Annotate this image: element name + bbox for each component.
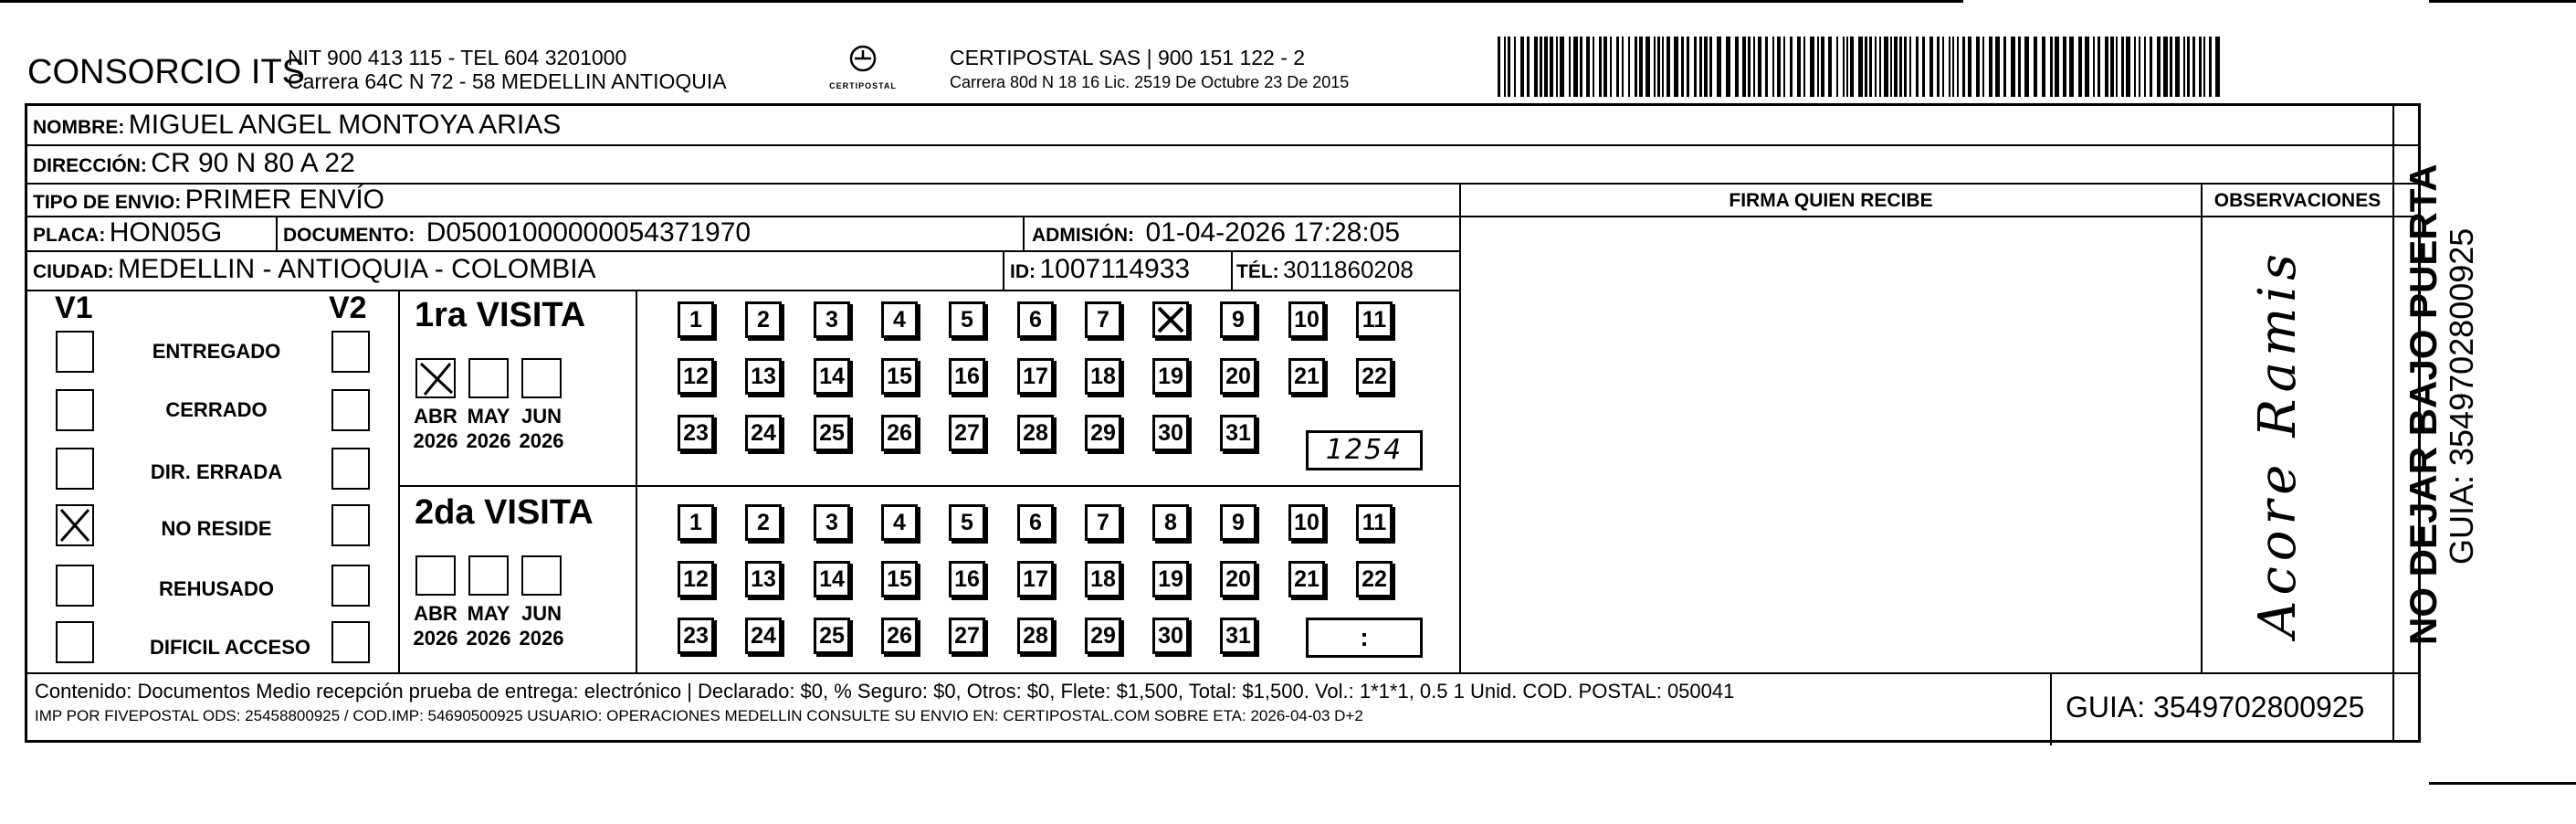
barcode-bar <box>1949 37 1950 97</box>
visit2-day-18[interactable]: 18 <box>1085 561 1121 597</box>
barcode-bar <box>1821 37 1824 97</box>
visit1-day-7[interactable]: 7 <box>1085 301 1121 338</box>
admision-value: 01-04-2026 17:28:05 <box>1145 217 1401 248</box>
visit2-day-25[interactable]: 25 <box>814 618 850 654</box>
v2-check-dificil-acceso[interactable] <box>331 621 370 663</box>
barcode-bar <box>1836 37 1838 97</box>
visit1-day-20[interactable]: 20 <box>1220 358 1256 395</box>
barcode-bar <box>1937 37 1940 97</box>
visit2-month-jun: JUN 2026 <box>519 602 564 650</box>
barcode-bar <box>1520 37 1524 97</box>
visit2-day-17[interactable]: 17 <box>1017 561 1054 597</box>
barcode-bar <box>1929 37 1933 97</box>
barcode-bar <box>1962 37 1965 97</box>
visit1-month-may-check[interactable] <box>468 358 509 398</box>
barcode-bar <box>1742 37 1746 97</box>
visit2-day-30[interactable]: 30 <box>1152 618 1189 654</box>
visit1-time-box[interactable] <box>1306 430 1423 470</box>
tel-label: TÉL: <box>1236 261 1279 282</box>
barcode-bar <box>2105 37 2108 97</box>
barcode-bar <box>1674 37 1678 97</box>
visit2-day-15[interactable]: 15 <box>881 561 918 597</box>
visit1-day-15[interactable]: 15 <box>881 358 918 395</box>
barcode-bar <box>1989 37 1992 97</box>
barcode-bar <box>1717 37 1721 97</box>
barcode-bar <box>1735 37 1739 97</box>
visit2-time-placeholder: : <box>1360 623 1369 651</box>
barcode-bar <box>1753 37 1755 97</box>
barcode-bar <box>2011 37 2015 97</box>
barcode-bar <box>2126 37 2130 97</box>
barcode-bar <box>1580 37 1582 97</box>
visit1-day-3[interactable]: 3 <box>814 301 850 338</box>
barcode-bar <box>2150 37 2152 97</box>
visit2-day-26[interactable]: 26 <box>881 618 918 654</box>
visit1-day-26[interactable]: 26 <box>881 415 918 451</box>
v2-check-rehusado[interactable] <box>331 565 370 607</box>
barcode-bar <box>1645 37 1650 97</box>
barcode-bar <box>1890 37 1892 97</box>
barcode-bar <box>1556 37 1558 97</box>
checked-x-icon <box>415 358 456 398</box>
visit2-day-2[interactable]: 2 <box>745 504 782 541</box>
barcode-bar <box>1726 37 1730 97</box>
status-dificil-acceso: DIFICIL ACCESO <box>149 636 310 659</box>
visit1-day-13[interactable]: 13 <box>745 358 782 395</box>
barcode-bar <box>1654 37 1656 97</box>
v1-check-entregado[interactable] <box>56 331 94 373</box>
status-rehusado: REHUSADO <box>159 577 274 600</box>
barcode-bar <box>1869 37 1872 97</box>
barcode-bar <box>1846 37 1848 97</box>
barcode-bar <box>1610 37 1612 97</box>
visit2-title: 2da VISITA <box>415 493 594 532</box>
sender-address: Carrera 64C N 72 - 58 MEDELLIN ANTIOQUIA <box>288 69 727 93</box>
visit1-day-10[interactable]: 10 <box>1288 301 1325 338</box>
ciudad-label: CIUDAD: <box>33 261 114 282</box>
barcode-bar <box>2093 37 2095 97</box>
barcode-bar <box>1810 37 1814 97</box>
visit1-day-6[interactable]: 6 <box>1017 301 1054 338</box>
observaciones-area[interactable] <box>2203 217 2391 671</box>
barcode-bar <box>1899 37 1902 97</box>
checked-x-icon <box>58 506 92 544</box>
visit2-day-31[interactable]: 31 <box>1220 618 1256 654</box>
documento-value: D05001000000054371970 <box>426 217 752 248</box>
barcode-bar <box>1875 37 1877 97</box>
visit2-day-7[interactable]: 7 <box>1085 504 1121 541</box>
tel-value: 3011860208 <box>1283 256 1414 283</box>
visit2-day-29[interactable]: 29 <box>1085 618 1121 654</box>
visit1-day-11[interactable]: 11 <box>1356 301 1393 338</box>
barcode-bar <box>1527 37 1530 97</box>
barcode-bar <box>2134 37 2136 97</box>
firma-header: FIRMA QUIEN RECIBE <box>1729 190 1933 211</box>
visit2-day-4[interactable]: 4 <box>881 504 918 541</box>
visit1-day-4[interactable]: 4 <box>881 301 918 338</box>
visit1-day-23[interactable]: 23 <box>678 415 714 451</box>
visit1-day-30[interactable]: 30 <box>1152 415 1189 451</box>
visit1-day-24[interactable]: 24 <box>745 415 782 451</box>
barcode-bar <box>1550 37 1553 97</box>
visit2-day-1[interactable]: 1 <box>678 504 714 541</box>
barcode-bar <box>1687 37 1689 97</box>
barcode-bar <box>2085 37 2089 97</box>
barcode-bar <box>2183 37 2185 97</box>
visit2-month-jun-check[interactable] <box>521 555 562 596</box>
visit2-day-19[interactable]: 19 <box>1152 561 1189 597</box>
v1-check-cerrado[interactable] <box>56 389 94 431</box>
barcode-bar <box>1514 37 1516 97</box>
visit1-month-abr-check[interactable] <box>415 358 456 398</box>
barcode-bar <box>1765 37 1768 97</box>
barcode-bar <box>2116 37 2118 97</box>
barcode-bar <box>1758 37 1761 97</box>
tipo-envio-label: TIPO DE ENVIO: <box>33 192 182 213</box>
barcode-bar <box>1879 37 1881 97</box>
barcode-bar <box>1560 37 1564 97</box>
visit1-day-14[interactable]: 14 <box>814 358 850 395</box>
barcode-bar <box>1628 37 1630 97</box>
placa-value: HON05G <box>109 217 223 248</box>
admision-label: ADMISIÓN: <box>1032 225 1134 246</box>
barcode-bar <box>2069 37 2074 97</box>
barcode-bar <box>1593 37 1594 97</box>
barcode-bar <box>1957 37 1959 97</box>
barcode-bar <box>1995 37 2000 97</box>
visit1-day-17[interactable]: 17 <box>1017 358 1054 395</box>
barcode-bar <box>1942 37 1944 97</box>
v1-check-dificil-acceso[interactable] <box>56 621 94 663</box>
visit1-day-27[interactable]: 27 <box>949 415 985 451</box>
visit1-day-16[interactable]: 16 <box>949 358 985 395</box>
visit2-day-21[interactable]: 21 <box>1288 561 1325 597</box>
visit2-day-22[interactable]: 22 <box>1356 561 1393 597</box>
postal-logo-text: CERTIPOSTAL <box>829 81 897 90</box>
barcode-bar <box>2215 37 2220 97</box>
status-cerrado: CERRADO <box>165 398 268 421</box>
barcode-bar <box>1858 37 1863 97</box>
visit1-title: 1ra VISITA <box>415 296 586 334</box>
visit2-time-box[interactable] <box>1306 618 1423 658</box>
barcode-bar <box>1916 37 1919 97</box>
barcode-bar <box>2203 37 2205 97</box>
barcode-bar <box>2209 37 2212 97</box>
shipping-form <box>25 103 2445 743</box>
visit1-day-5[interactable]: 5 <box>949 301 985 338</box>
checked-x-icon <box>1155 304 1186 335</box>
barcode-bar <box>1694 37 1697 97</box>
observacion-handwritten: Acore Ramis <box>2248 248 2308 638</box>
visit2-day-6[interactable]: 6 <box>1017 504 1054 541</box>
visit1-day-21[interactable]: 21 <box>1288 358 1325 395</box>
barcode-bar <box>1904 37 1907 97</box>
footer-guia: GUIA: 3549702800925 <box>2066 691 2365 724</box>
visit1-day-31[interactable]: 31 <box>1220 415 1256 451</box>
visit2-month-abr: ABR 2026 <box>413 602 458 650</box>
barcode-bar <box>1662 37 1664 97</box>
barcode-bar <box>1699 37 1702 97</box>
visit1-day-18[interactable]: 18 <box>1085 358 1121 395</box>
barcode-bar <box>2110 37 2114 97</box>
barcode-bar <box>1599 37 1602 97</box>
visit2-day-28[interactable]: 28 <box>1017 618 1054 654</box>
v2-check-dir-errada[interactable] <box>331 448 370 490</box>
status-entregado: ENTREGADO <box>152 340 281 363</box>
visit1-month-jun: JUN 2026 <box>519 405 564 452</box>
barcode-bar <box>1843 37 1845 97</box>
visit2-day-14[interactable]: 14 <box>814 561 850 597</box>
barcode-bar <box>2144 37 2146 97</box>
barcode-bar <box>1639 37 1643 97</box>
nombre-label: NOMBRE: <box>33 117 125 138</box>
visit2-day-24[interactable]: 24 <box>745 618 782 654</box>
barcode-bar <box>1922 37 1925 97</box>
visit2-day-3[interactable]: 3 <box>814 504 850 541</box>
sender-name: CONSORCIO ITS <box>27 53 306 91</box>
visit2-month-abr-check[interactable] <box>415 555 456 596</box>
documento-label: DOCUMENTO: <box>283 225 415 246</box>
barcode-bar <box>2175 37 2180 97</box>
visit1-day-12[interactable]: 12 <box>678 358 714 395</box>
visit1-day-22[interactable]: 22 <box>1356 358 1393 395</box>
barcode-bar <box>2121 37 2124 97</box>
direccion-label: DIRECCIÓN: <box>33 155 147 176</box>
visit1-time-handwritten: 1254 <box>1325 434 1404 466</box>
barcode-bar <box>1635 37 1637 97</box>
visit2-day-27[interactable]: 27 <box>949 618 985 654</box>
signature-area[interactable] <box>1463 217 2199 671</box>
barcode-bar <box>2139 37 2140 97</box>
visit1-month-abr: ABR 2026 <box>413 405 458 452</box>
placa-label: PLACA: <box>33 225 106 246</box>
barcode-bar <box>1616 37 1619 97</box>
bottom-rule <box>2429 782 2576 785</box>
barcode-bar <box>2063 37 2066 97</box>
barcode-bar <box>2098 37 2100 97</box>
barcode-bar <box>1884 37 1888 97</box>
v2-check-no-reside[interactable] <box>331 504 370 546</box>
v1-check-no-reside[interactable] <box>56 504 94 546</box>
barcode-bar <box>1586 37 1590 97</box>
barcode-bar <box>2187 37 2190 97</box>
barcode-bar <box>1909 37 1911 97</box>
barcode-bar <box>2170 37 2172 97</box>
top-rule <box>0 0 1963 3</box>
barcode-bar <box>1573 37 1578 97</box>
visit1-day-25[interactable]: 25 <box>814 415 850 451</box>
tipo-envio: PRIMER ENVÍO <box>184 185 385 215</box>
barcode-bar <box>2163 37 2168 97</box>
id-label: ID: <box>1010 261 1036 282</box>
v1-check-rehusado[interactable] <box>56 565 94 607</box>
barcode-bar <box>2078 37 2082 97</box>
barcode-bar <box>1850 37 1854 97</box>
barcode-bar <box>1783 37 1785 97</box>
visit2-day-23[interactable]: 23 <box>678 618 714 654</box>
barcode-bar <box>1622 37 1624 97</box>
observaciones-header: OBSERVACIONES <box>2213 190 2381 211</box>
footer-contenido: Contenido: Documentos Medio recepción prueba de entrega: electrónico | Declarado: $0, % Seguro: $0, Otros: $0, Flete: $1,500, Total: $1,500. Vol.: 1*1*1, 0.5 1 Unid. COD. POSTAL: 050041 <box>35 680 1735 703</box>
postal-emblem-icon <box>826 40 899 77</box>
visit2-day-5[interactable]: 5 <box>949 504 985 541</box>
visit1-day-1[interactable]: 1 <box>678 301 714 338</box>
barcode-bar <box>1704 37 1708 97</box>
status-no-reside: NO RESIDE <box>161 517 272 540</box>
barcode-bar <box>2055 37 2059 97</box>
visit2-month-may: MAY 2026 <box>466 602 511 650</box>
barcode-bar <box>1817 37 1819 97</box>
visit1-day-8[interactable] <box>1152 301 1189 338</box>
barcode-bar <box>1498 37 1500 97</box>
barcode-bar <box>2050 37 2053 97</box>
v1-header: V1 <box>55 291 93 325</box>
certipostal-logo <box>826 40 899 99</box>
top-rule-right <box>2429 0 2576 3</box>
visit2-day-16[interactable]: 16 <box>949 561 985 597</box>
visit1-day-28[interactable]: 28 <box>1017 415 1054 451</box>
barcode-bar <box>2042 37 2045 97</box>
ciudad-value: MEDELLIN - ANTIOQUIA - COLOMBIA <box>118 254 596 284</box>
barcode-bar <box>1534 37 1538 97</box>
id-value: 1007114933 <box>1039 254 1191 284</box>
barcode-bar <box>2192 37 2195 97</box>
visit1-day-19[interactable]: 19 <box>1152 358 1189 395</box>
barcode-bar <box>2157 37 2161 97</box>
v2-check-entregado[interactable] <box>331 331 370 373</box>
visit2-day-20[interactable]: 20 <box>1220 561 1256 597</box>
barcode-bar <box>1508 37 1510 97</box>
visit1-day-2[interactable]: 2 <box>745 301 782 338</box>
visit2-day-9[interactable]: 9 <box>1220 504 1256 541</box>
barcode-bar <box>1748 37 1751 97</box>
barcode-bar <box>1968 37 1971 97</box>
barcode-bar <box>1797 37 1801 97</box>
barcode-bar <box>1777 37 1781 97</box>
barcode <box>1498 37 2228 97</box>
barcode-bar <box>1976 37 1980 97</box>
v2-check-cerrado[interactable] <box>331 389 370 431</box>
barcode-bar <box>1504 37 1506 97</box>
status-dir-errada: DIR. ERRADA <box>150 460 283 483</box>
recipient-address: CR 90 N 80 A 22 <box>151 148 355 178</box>
barcode-bar <box>2018 37 2021 97</box>
barcode-bar <box>1569 37 1571 97</box>
barcode-bar <box>1982 37 1984 97</box>
barcode-bar <box>1790 37 1793 97</box>
carrier-address: Carrera 80d N 18 16 Lic. 2519 De Octubre 23 De 2015 <box>950 73 1350 91</box>
sender-nit-tel: NIT 900 413 115 - TEL 604 3201000 <box>288 46 627 69</box>
visit2-month-may-check[interactable] <box>468 555 509 596</box>
recipient-name: MIGUEL ANGEL MONTOYA ARIAS <box>128 110 562 140</box>
barcode-bar <box>1894 37 1898 97</box>
side-guia-outer: GUIA: 3549702800925 <box>2443 227 2480 565</box>
footer-imp: IMP POR FIVEPOSTAL ODS: 25458800925 / COD.IMP: 54690500925 USUARIO: OPERACIONES MEDELLIN CONSULTE SU ENVIO EN: CERTIPOSTAL.COM SOBRE ETA: 2026-04-03 D+2 <box>35 707 1363 724</box>
barcode-bar <box>1657 37 1660 97</box>
visit1-day-9[interactable]: 9 <box>1220 301 1256 338</box>
barcode-bar <box>2003 37 2006 97</box>
barcode-bar <box>1603 37 1607 97</box>
visit2-day-8[interactable]: 8 <box>1152 504 1189 541</box>
visit2-day-11[interactable]: 11 <box>1356 504 1393 541</box>
barcode-bar <box>1772 37 1774 97</box>
barcode-bar <box>1803 37 1805 97</box>
v2-header: V2 <box>329 291 367 325</box>
barcode-bar <box>2199 37 2202 97</box>
barcode-bar <box>2024 37 2029 97</box>
visit2-day-12[interactable]: 12 <box>678 561 714 597</box>
barcode-bar <box>1709 37 1712 97</box>
barcode-bar <box>1667 37 1670 97</box>
v1-check-dir-errada[interactable] <box>56 448 94 490</box>
barcode-bar <box>1865 37 1867 97</box>
carrier-name-nit: CERTIPOSTAL SAS | 900 151 122 - 2 <box>950 46 1306 69</box>
barcode-bar <box>1544 37 1548 97</box>
visit2-day-10[interactable]: 10 <box>1288 504 1325 541</box>
barcode-bar <box>1828 37 1832 97</box>
side-no-dejar-bajo-puerta: NO DEJAR BAJO PUERTA <box>2402 164 2445 645</box>
barcode-bar <box>1540 37 1542 97</box>
visit1-month-may: MAY 2026 <box>466 405 511 452</box>
visit1-month-jun-check[interactable] <box>521 358 562 398</box>
visit2-day-13[interactable]: 13 <box>745 561 782 597</box>
barcode-bar <box>1952 37 1954 97</box>
visit1-day-29[interactable]: 29 <box>1085 415 1121 451</box>
barcode-bar <box>2034 37 2037 97</box>
barcode-bar <box>1681 37 1684 97</box>
